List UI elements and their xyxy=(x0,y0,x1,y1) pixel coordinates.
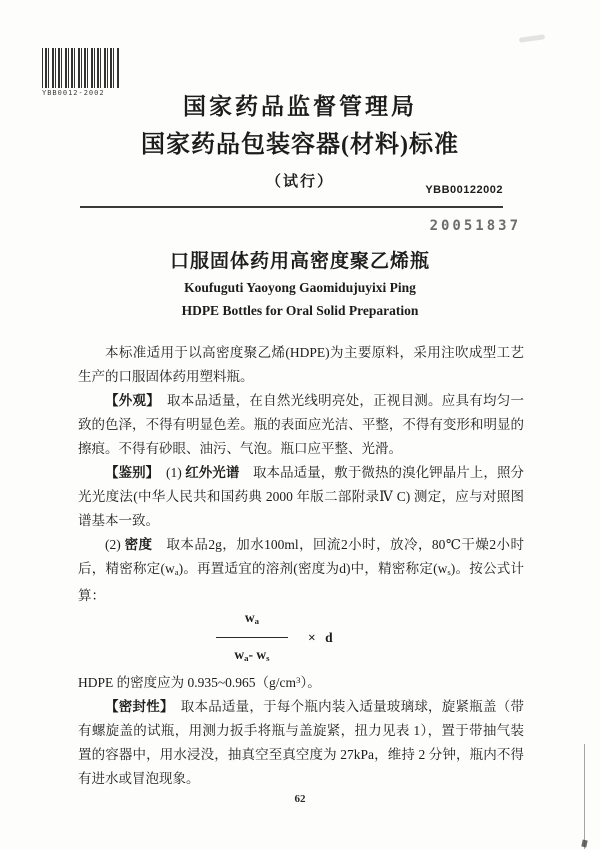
document-title-en: HDPE Bottles for Oral Solid Preparation xyxy=(181,303,419,318)
density-formula xyxy=(78,610,524,666)
page-number: 62 xyxy=(294,793,306,805)
stamp-number: 20051837 xyxy=(429,218,521,234)
document-title-cn: 口服固体药用高密度聚乙烯瓶 xyxy=(169,251,430,272)
scan-artifact-corner xyxy=(581,840,587,848)
document-title-pinyin: Koufuguti Yaoyong Gaomidujuyixi Ping xyxy=(184,280,416,295)
formula-multiplier: × d xyxy=(308,629,336,645)
paragraph: 【外观】 取本品适量，在自然光线明亮处，正视目测。应具有均匀一致的色泽，不得有明显色差。瓶的表面应光洁、平整，不得有变形和明显的擦痕。不得有砂眼、油污、气泡。瓶口应平整、光滑。 xyxy=(78,393,525,456)
standard-title: 国家药品包装容器(材料)标准 xyxy=(141,132,459,158)
formula-denominator: $w_a-$ $w_s$ xyxy=(234,646,270,663)
paragraph: 本标准适用于以高密度聚乙烯(HDPE)为主要原料，采用注吹成型工艺生产的口服固体药用塑料瓶。 xyxy=(78,345,524,384)
barcode-icon xyxy=(42,48,120,88)
paragraph: (2) 密度 取本品2g，加水100ml，回流2小时，放冷，80℃干燥2小时后，精密称定$(w_a)$。再置适宜的溶剂(密度为d)中，精密称定$(w_s)$。按公式计算： xyxy=(78,537,525,603)
header-rule xyxy=(80,206,503,208)
scan-artifact-right-edge xyxy=(584,744,586,849)
paragraph: 【鉴别】 (1) 红外光谱 取本品适量，敷于微热的溴化钾晶片上，照分光光度法(中华人民共和国药典 2000 年版二部附录Ⅳ C) 测定，应与对照图谱基本一致。 xyxy=(78,465,525,528)
document-body xyxy=(78,341,524,791)
paragraph: 【密封性】 取本品适量，于每个瓶内装入适量玻璃球，旋紧瓶盖（带有螺旋盖的试瓶，用测力扳手将瓶与盖旋紧，扭力见表 1），置于带抽气装置的容器中，用水浸没，抽真空至真空度为 27kPa，维持 2 分钟，瓶内不得有进水或冒泡现象。 xyxy=(78,698,525,786)
fraction-line xyxy=(216,637,288,638)
formula-numerator: $w_a$ xyxy=(244,610,260,626)
standard-number: YBB00122002 xyxy=(425,184,503,196)
barcode-label: YBB0012-2002 xyxy=(42,89,105,97)
paragraph: HDPE 的密度应为 $0.935\sim 0.965(g/cm^3)$。 xyxy=(78,674,321,690)
agency-title: 国家药品监督管理局 xyxy=(183,94,417,119)
scan-artifact-smudge xyxy=(519,34,545,43)
trial-subtitle: （试行） xyxy=(265,174,334,190)
